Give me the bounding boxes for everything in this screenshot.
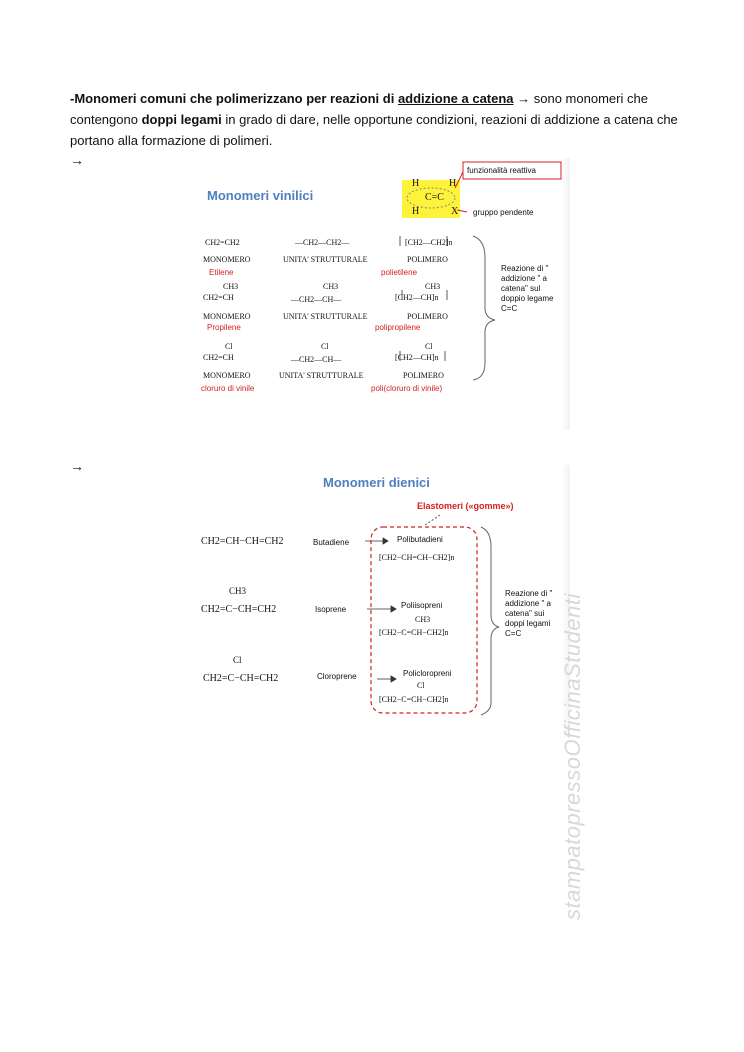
callout-pendant: gruppo pendente bbox=[473, 208, 534, 217]
atom-x: X bbox=[451, 206, 459, 217]
double-bond: C=C bbox=[425, 192, 444, 203]
diene-polymer-1: Polibutadieni bbox=[397, 535, 443, 544]
intro-lead: -Monomeri comuni che polimerizzano per reazioni di bbox=[70, 91, 398, 106]
diene-sub-3: Cl bbox=[233, 655, 242, 665]
unit-sub-2: CH3 bbox=[323, 282, 339, 291]
atom-h-top-right: H bbox=[449, 178, 457, 189]
atom-h-bottom: H bbox=[412, 206, 420, 217]
unit-formula-1: —CH2—CH2— bbox=[295, 238, 350, 247]
polymer-formula-2: [CH2—CH]n bbox=[395, 293, 439, 302]
unit-formula-3: —CH2—CH— bbox=[291, 355, 342, 364]
col-polymer-1: POLIMERO bbox=[407, 255, 448, 264]
intro-paragraph bbox=[70, 88, 680, 151]
intro-end: in grado di dare, nelle opportune condizioni, reazioni di addizione a catena che portano alla formazione di polimeri. bbox=[70, 112, 678, 148]
polymer-sub-3: Cl bbox=[425, 342, 433, 351]
diene-polymer-formula-2: [CH2−C=CH−CH2]n bbox=[379, 628, 449, 637]
diene-figure bbox=[195, 465, 570, 737]
col-unit-1: UNITA' STRUTTURALE bbox=[283, 255, 368, 264]
col-monomer-1: MONOMERO bbox=[203, 255, 251, 264]
intro-underlined: addizione a catena bbox=[397, 91, 514, 106]
unit-sub-3: Cl bbox=[321, 342, 329, 351]
diene-name-1: Butadiene bbox=[313, 538, 350, 547]
vinyl-reaction-note: Reazione di " addizione " a catena" sul doppio legame C=C bbox=[501, 264, 554, 313]
col-monomer-3: MONOMERO bbox=[203, 371, 251, 380]
col-unit-2: UNITA' STRUTTURALE bbox=[283, 312, 368, 321]
intro-bold: doppi legami bbox=[141, 112, 222, 127]
diene-sub-2: CH3 bbox=[229, 586, 247, 596]
arrow-icon-2: → bbox=[70, 458, 84, 474]
diene-formula-3: CH2=C−CH=CH2 bbox=[203, 673, 279, 684]
vinyl-figure bbox=[195, 158, 570, 430]
diene-polymer-formula-3: [CH2−C=CH−CH2]n bbox=[379, 695, 449, 704]
polymer-formula-3: [CH2—CH]n bbox=[395, 353, 439, 362]
monomer-formula-2: CH2=CH bbox=[203, 293, 234, 302]
watermark: stampatopressoOfficinaStudenti bbox=[560, 593, 585, 920]
col-polymer-2: POLIMERO bbox=[407, 312, 448, 321]
diene-name-3: Cloroprene bbox=[317, 672, 357, 681]
monomer-name-1: Etilene bbox=[209, 268, 234, 277]
monomer-formula-1: CH2=CH2 bbox=[205, 238, 240, 247]
callout-reactive: funzionalità reattiva bbox=[467, 166, 536, 175]
diene-title: Monomeri dienici bbox=[323, 475, 430, 490]
diene-name-2: Isoprene bbox=[315, 605, 347, 614]
vinyl-title: Monomeri vinilici bbox=[207, 188, 314, 203]
polymer-name-3: poli(cloruro di vinile) bbox=[371, 384, 443, 393]
diene-polymer-sub-3: Cl bbox=[417, 681, 425, 690]
diene-polymer-3: Policloropreni bbox=[403, 669, 452, 678]
diene-polymer-sub-2: CH3 bbox=[415, 615, 431, 624]
col-monomer-2: MONOMERO bbox=[203, 312, 251, 321]
atom-h-top-left: H bbox=[412, 178, 420, 189]
diene-reaction-note: Reazione di " addizione " a catena" sui doppi legami C=C bbox=[505, 589, 553, 638]
diene-formula-2: CH2=C−CH=CH2 bbox=[201, 604, 277, 615]
monomer-formula-3: CH2=CH bbox=[203, 353, 234, 362]
diene-formula-1: CH2=CH−CH=CH2 bbox=[201, 536, 284, 547]
arrow-icon: → bbox=[70, 152, 84, 168]
monomer-sub-3: Cl bbox=[225, 342, 233, 351]
diene-polymer-formula-1: [CH2−CH=CH−CH2]n bbox=[379, 553, 455, 562]
unit-formula-2: —CH2—CH— bbox=[291, 295, 342, 304]
polymer-name-2: polipropilene bbox=[375, 323, 421, 332]
polymer-sub-2: CH3 bbox=[425, 282, 441, 291]
diene-polymer-2: Poliisopreni bbox=[401, 601, 443, 610]
polymer-name-1: polietilene bbox=[381, 268, 418, 277]
monomer-name-2: Propilene bbox=[207, 323, 241, 332]
col-polymer-3: POLIMERO bbox=[403, 371, 444, 380]
polymer-formula-1: [CH2—CH2]n bbox=[405, 238, 453, 247]
monomer-name-3: cloruro di vinile bbox=[201, 384, 255, 393]
monomer-sub-2: CH3 bbox=[223, 282, 239, 291]
intro-after: → sono monomeri che contengono bbox=[70, 91, 648, 127]
col-unit-3: UNITA' STRUTTURALE bbox=[279, 371, 364, 380]
elastomers-label: Elastomeri («gomme») bbox=[417, 501, 514, 511]
